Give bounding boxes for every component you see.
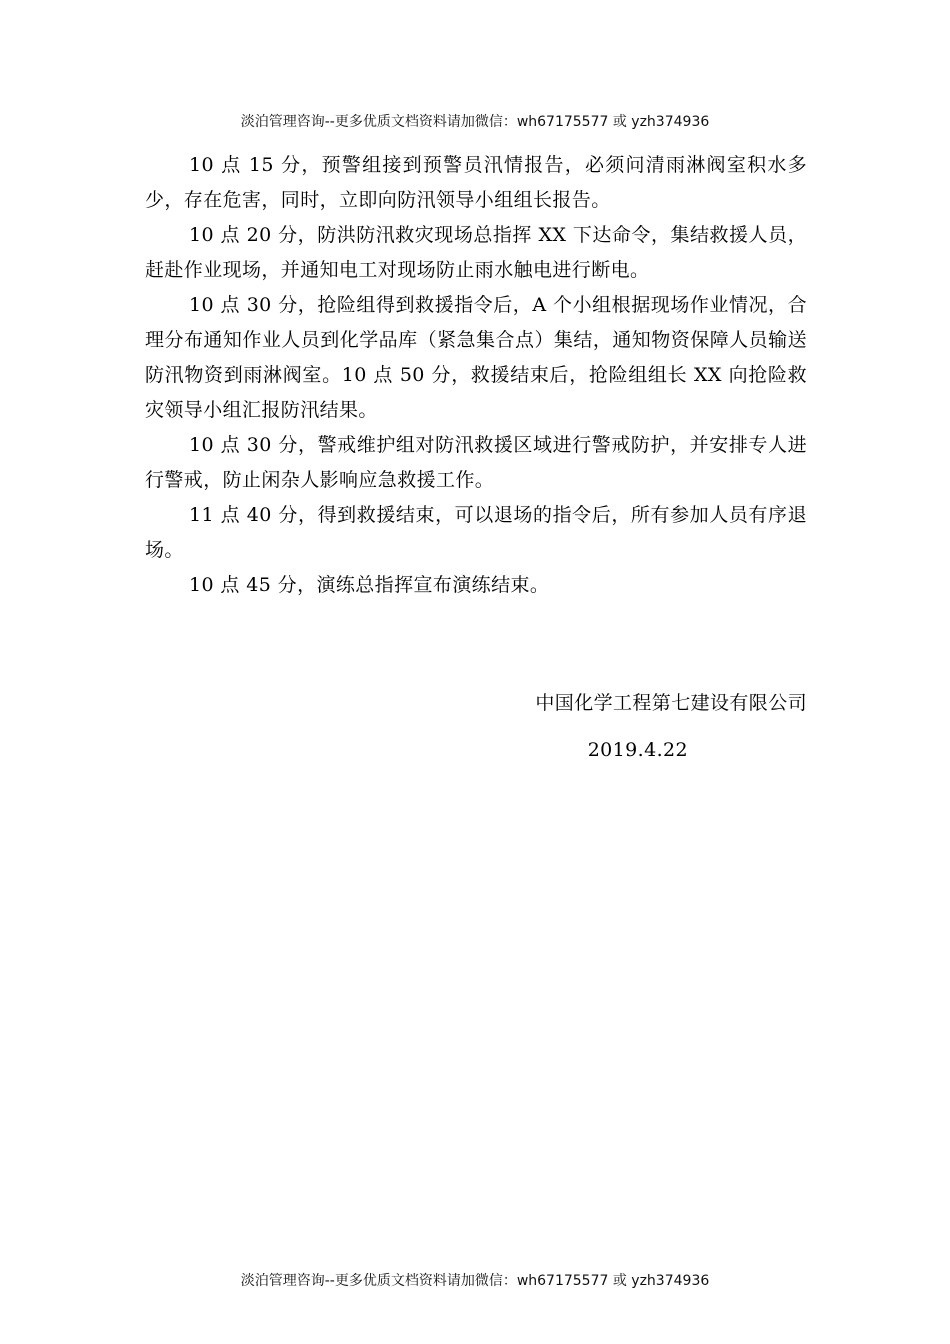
paragraph-5: 11 点 40 分，得到救援结束，可以退场的指令后，所有参加人员有序退场。: [145, 504, 807, 561]
page-header: 淡泊管理咨询--更多优质文档资料请加微信：wh67175577 或 yzh374936: [240, 114, 710, 130]
paragraph-4: 10 点 30 分，警戒维护组对防汛救援区域进行警戒防护，并安排专人进行警戒，防止闲杂人影响应急救援工作。: [145, 434, 807, 491]
document-body: [145, 148, 807, 603]
page-footer: 淡泊管理咨询--更多优质文档资料请加微信：wh67175577 或 yzh374936: [240, 1273, 710, 1289]
paragraph-6: 10 点 45 分，演练总指挥宣布演练结束。: [189, 574, 550, 596]
paragraph-2: 10 点 20 分，防洪防汛救灾现场总指挥 XX 下达命令，集结救援人员，赶赴作业现场，并通知电工对现场防止雨水触电进行断电。: [145, 224, 807, 281]
signature-company: 中国化学工程第七建设有限公司: [535, 692, 807, 714]
paragraph-1: 10 点 15 分，预警组接到预警员汛情报告，必须问清雨淋阀室积水多少，存在危害，同时，立即向防汛领导小组组长报告。: [145, 154, 807, 211]
signature-date: 2019.4.22: [587, 739, 688, 761]
paragraph-3: 10 点 30 分，抢险组得到救援指令后，A 个小组根据现场作业情况，合理分布通知作业人员到化学品库（紧急集合点）集结，通知物资保障人员输送防汛物资到雨淋阀室。10 点 50 分，救援结束后，抢险组组长 XX 向抢险救灾领导小组汇报防汛结果。: [145, 294, 807, 421]
